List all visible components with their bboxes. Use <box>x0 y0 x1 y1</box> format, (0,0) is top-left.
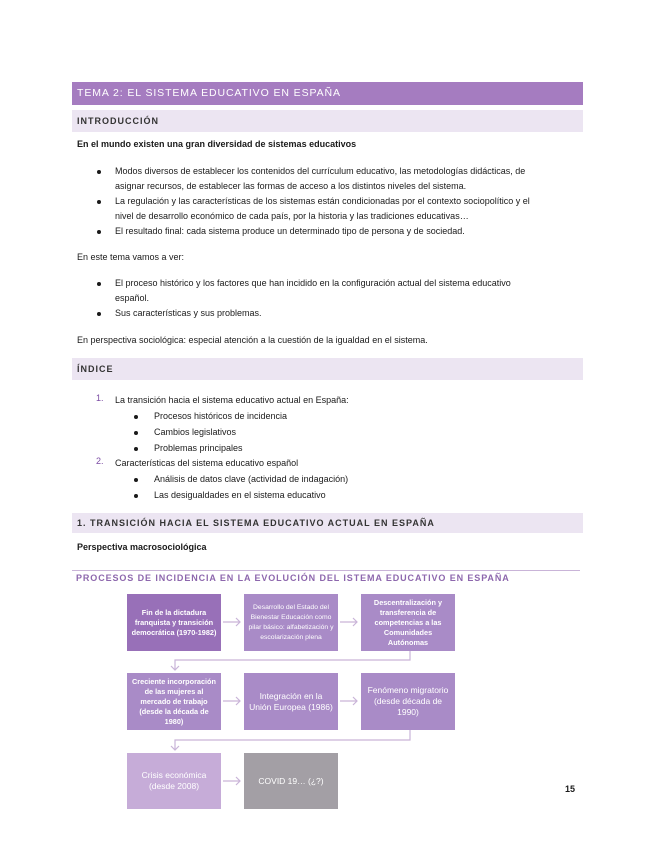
intro-bullet-2-line2: nivel de desarrollo económico de cada país, por la historia y las tradiciones educativas… <box>115 211 469 221</box>
process-box-bienestar: Desarrollo del Estado del Bienestar Educación como pilar básico: alfabetización y escolarización plena <box>244 594 338 651</box>
index-item-1-label: La transición hacia el sistema educativo actual en España: <box>115 395 349 405</box>
arrow-1-2-head <box>236 618 240 626</box>
arrow-6-7 <box>175 730 410 750</box>
index-item-1-number: 1. <box>96 393 104 403</box>
index-item-2-sub-1: Análisis de datos clave (actividad de indagación) <box>154 474 349 484</box>
process-box-covid: COVID 19… (¿?) <box>244 753 338 809</box>
bullet-dot <box>134 494 138 498</box>
index-item-2-label: Características del sistema educativo español <box>115 458 299 468</box>
arrow-3-4 <box>175 651 410 670</box>
arrow-4-5-head <box>236 697 240 705</box>
bullet-dot <box>134 415 138 419</box>
index-item-2-number: 2. <box>96 456 104 466</box>
process-box-crisis: Crisis económica (desde 2008) <box>127 753 221 809</box>
page-number: 15 <box>565 784 576 794</box>
bullet-dot <box>134 447 138 451</box>
process-box-mujeres: Creciente incorporación de las mujeres al mercado de trabajo (desde la década de 1980) <box>127 673 221 730</box>
process-box-descentralizacion: Descentralización y transferencia de competencias a las Comunidades Autónomas <box>361 594 455 651</box>
arrow-5-6-head <box>353 697 357 705</box>
intro-bullet-1-line1: Modos diversos de establecer los contenidos del currículum educativo, las metodologías didácticas, de <box>115 166 526 176</box>
index-heading: ÍNDICE <box>72 358 583 380</box>
section1-subheading: Perspectiva macrosociológica <box>77 542 207 552</box>
arrow-6-7-head <box>171 746 179 750</box>
intro-lead: En el mundo existen una gran diversidad de sistemas educativos <box>77 139 357 149</box>
diagram-divider <box>72 570 580 571</box>
index-item-1-sub-2: Cambios legislativos <box>154 427 237 437</box>
see-lead: En este tema vamos a ver: <box>77 252 185 262</box>
process-box-union-europea: Integración en la Unión Europea (1986) <box>244 673 338 730</box>
index-item-1-sub-3: Problemas principales <box>154 443 243 453</box>
intro-heading: INTRODUCCIÓN <box>72 110 583 132</box>
perspective-text: En perspectiva sociológica: especial atención a la cuestión de la igualdad en el sistema. <box>77 335 428 345</box>
index-item-1-sub-1: Procesos históricos de incidencia <box>154 411 288 421</box>
arrow-7-8-head <box>236 777 240 785</box>
bullet-dot <box>97 200 101 204</box>
process-box-dictadura: Fin de la dictadura franquista y transición democrática (1970-1982) <box>127 594 221 651</box>
see-bullet-2-line1: Sus características y sus problemas. <box>115 308 262 318</box>
intro-bullet-3-line1: El resultado final: cada sistema produce un determinado tipo de persona y de sociedad. <box>115 226 465 236</box>
intro-bullet-1-line2: asignar recursos, de establecer las formas de acceso a los distintos niveles del sistema. <box>115 181 467 191</box>
index-item-2-sub-2: Las desigualdades en el sistema educativo <box>154 490 326 500</box>
bullet-dot <box>97 312 101 316</box>
arrow-2-3-head <box>353 618 357 626</box>
bullet-dot <box>134 478 138 482</box>
see-bullet-1-line1: El proceso histórico y los factores que han incidido en la configuración actual del sistema educativo <box>115 278 511 288</box>
page-title: TEMA 2: EL SISTEMA EDUCATIVO EN ESPAÑA <box>72 82 583 105</box>
see-bullet-1-line2: español. <box>115 293 150 303</box>
section1-heading: 1. TRANSICIÓN HACIA EL SISTEMA EDUCATIVO ACTUAL EN ESPAÑA <box>72 513 583 533</box>
arrow-3-4-head <box>171 666 179 670</box>
diagram-title: PROCESOS DE INCIDENCIA EN LA EVOLUCIÓN DEL ISTEMA EDUCATIVO EN ESPAÑA <box>76 573 510 583</box>
process-box-migratorio: Fenómeno migratorio (desde década de 1990) <box>361 673 455 730</box>
bullet-dot <box>134 431 138 435</box>
bullet-dot <box>97 230 101 234</box>
bullet-dot <box>97 170 101 174</box>
intro-bullet-2-line1: La regulación y las características de los sistemas están condicionadas por el contexto sociopolítico y el <box>115 196 530 206</box>
bullet-dot <box>97 282 101 286</box>
